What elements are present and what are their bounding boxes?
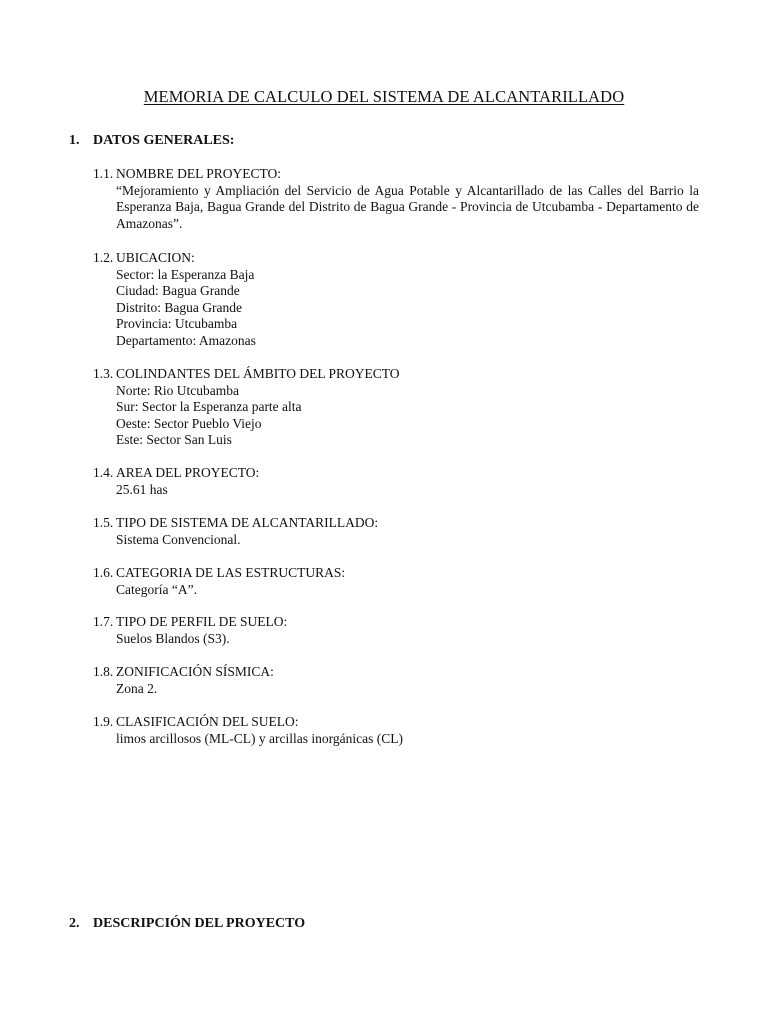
item-body bbox=[93, 631, 699, 648]
list-item: Norte: Rio Utcubamba bbox=[116, 382, 239, 398]
item-title: CATEGORIA DE LAS ESTRUCTURAS: bbox=[116, 565, 346, 580]
item-body bbox=[93, 582, 699, 599]
item-title: UBICACION: bbox=[116, 250, 195, 265]
project-name-paragraph: “Mejoramiento y Ampliación del Servicio de Agua Potable y Alcantarillado de las Calles del Barrio la Esperanza Baja, Bagua Grande del Distrito de Bagua Grande - Provincia de Utcubamba - Departamento de Amazonas”. bbox=[116, 182, 699, 231]
item-heading bbox=[93, 614, 699, 631]
list-item: Departamento: Amazonas bbox=[116, 332, 256, 348]
item-title: TIPO DE PERFIL DE SUELO: bbox=[116, 614, 288, 629]
item-heading bbox=[93, 664, 699, 681]
section-heading-datos-generales bbox=[69, 133, 234, 149]
list-item: Distrito: Bagua Grande bbox=[116, 299, 242, 315]
item-heading bbox=[93, 714, 699, 731]
item-body bbox=[93, 681, 699, 698]
section-title: DATOS GENERALES: bbox=[93, 133, 235, 148]
list-item: Este: Sector San Luis bbox=[116, 432, 232, 448]
item-zonificacion-sismica bbox=[93, 664, 699, 697]
item-categoria-estructuras bbox=[93, 565, 699, 598]
item-heading bbox=[93, 465, 699, 482]
section-number: 1. bbox=[69, 133, 80, 148]
item-heading bbox=[93, 366, 699, 383]
item-title: COLINDANTES DEL ÁMBITO DEL PROYECTO bbox=[116, 366, 400, 381]
document-title: MEMORIA DE CALCULO DEL SISTEMA DE ALCANTARILLADO bbox=[143, 87, 625, 106]
item-title: ZONIFICACIÓN SÍSMICA: bbox=[116, 664, 274, 679]
list-item: Provincia: Utcubamba bbox=[116, 316, 238, 332]
item-heading bbox=[93, 166, 699, 183]
item-heading bbox=[93, 250, 699, 267]
item-body bbox=[93, 267, 699, 350]
item-number: 1.3. bbox=[93, 366, 114, 381]
item-tipo-de-sistema bbox=[93, 515, 699, 548]
item-number: 1.8. bbox=[93, 664, 114, 679]
item-number: 1.7. bbox=[93, 614, 114, 629]
item-body bbox=[93, 482, 699, 499]
list-item: Oeste: Sector Pueblo Viejo bbox=[116, 415, 262, 431]
item-area-del-proyecto bbox=[93, 465, 699, 498]
list-item: Sector: la Esperanza Baja bbox=[116, 266, 255, 282]
list-item: Sistema Convencional. bbox=[116, 531, 241, 547]
list-item: Categoría “A”. bbox=[116, 581, 197, 597]
item-heading bbox=[93, 565, 699, 582]
item-tipo-perfil-suelo bbox=[93, 614, 699, 647]
item-heading bbox=[93, 515, 699, 532]
item-number: 1.5. bbox=[93, 515, 114, 530]
list-item: Zona 2. bbox=[116, 680, 158, 696]
item-title: CLASIFICACIÓN DEL SUELO: bbox=[116, 714, 299, 729]
item-body bbox=[93, 731, 699, 748]
list-item: Ciudad: Bagua Grande bbox=[116, 283, 240, 299]
item-number: 1.4. bbox=[93, 465, 114, 480]
item-body bbox=[93, 383, 699, 449]
list-item: 25.61 has bbox=[116, 481, 168, 497]
item-nombre-del-proyecto bbox=[93, 166, 699, 232]
section-title: DESCRIPCIÓN DEL PROYECTO bbox=[93, 916, 306, 931]
list-item: limos arcillosos (ML-CL) y arcillas inorgánicas (CL) bbox=[116, 730, 403, 746]
item-title: NOMBRE DEL PROYECTO: bbox=[116, 166, 282, 181]
item-number: 1.9. bbox=[93, 714, 114, 729]
section-heading-descripcion bbox=[69, 916, 305, 932]
item-ubicacion bbox=[93, 250, 699, 350]
item-number: 1.2. bbox=[93, 250, 114, 265]
item-title: TIPO DE SISTEMA DE ALCANTARILLADO: bbox=[116, 515, 379, 530]
item-number: 1.6. bbox=[93, 565, 114, 580]
item-body bbox=[93, 532, 699, 549]
list-item: Sur: Sector la Esperanza parte alta bbox=[116, 399, 302, 415]
item-colindantes bbox=[93, 366, 699, 449]
item-clasificacion-suelo bbox=[93, 714, 699, 747]
section-number: 2. bbox=[69, 916, 80, 931]
list-item: Suelos Blandos (S3). bbox=[116, 630, 230, 646]
item-number: 1.1. bbox=[93, 166, 114, 181]
item-title: AREA DEL PROYECTO: bbox=[116, 465, 260, 480]
